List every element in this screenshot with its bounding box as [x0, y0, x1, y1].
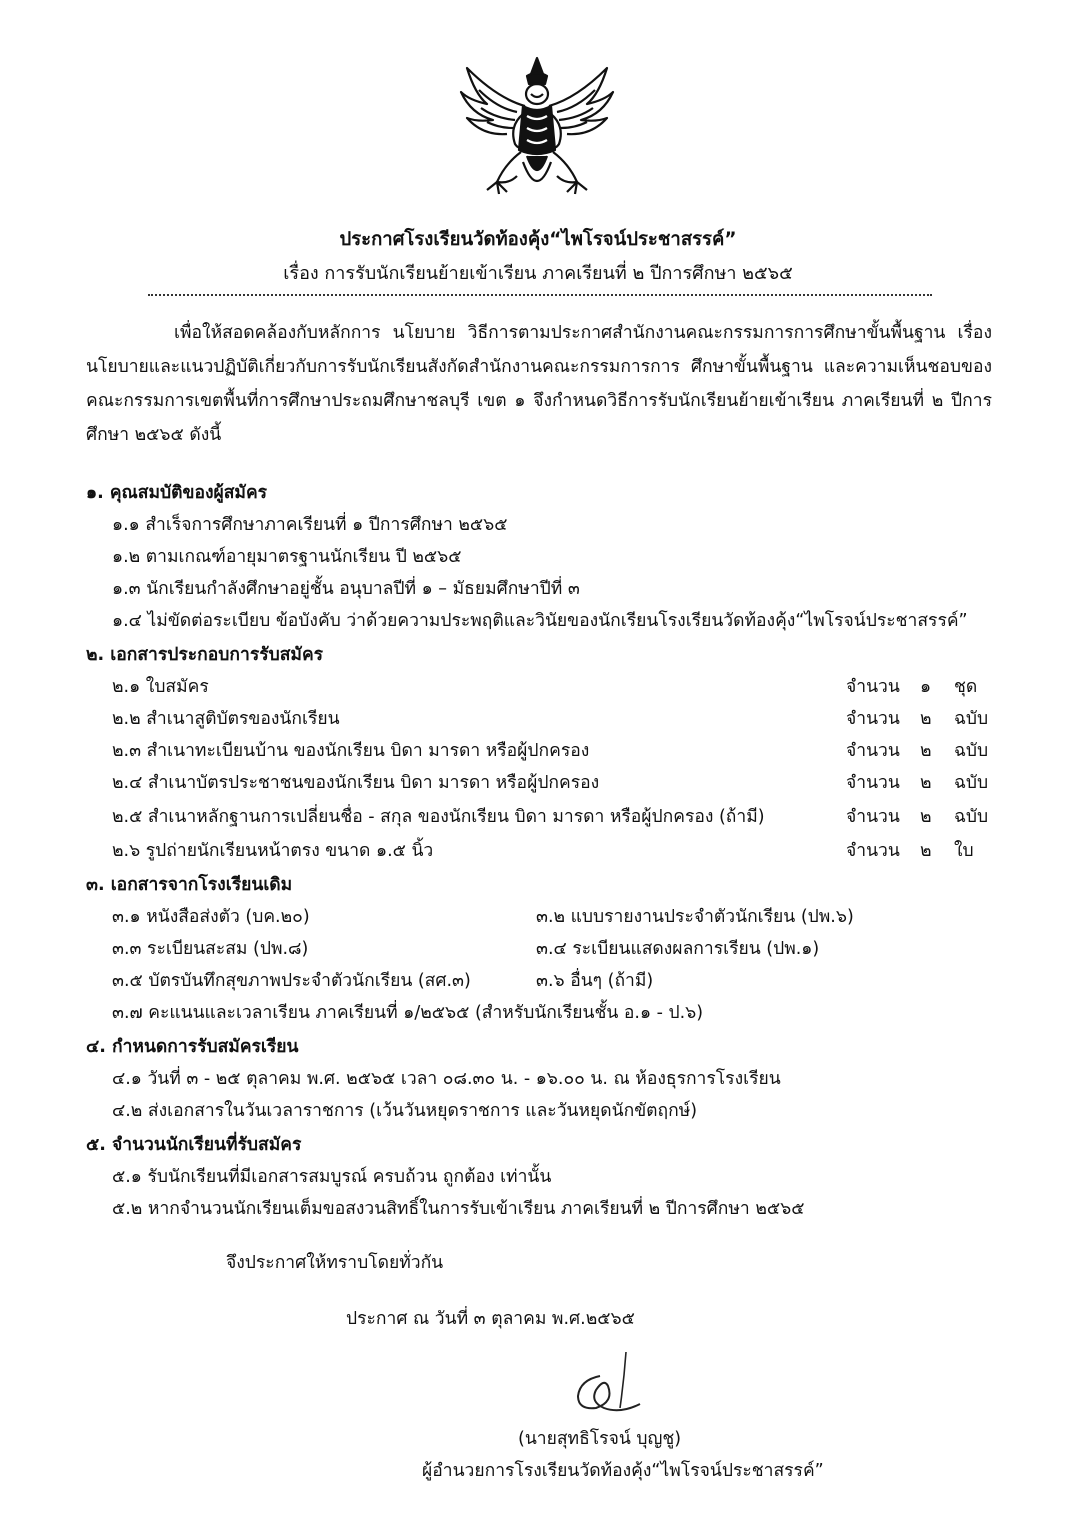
quantity-unit: ใบ — [954, 841, 974, 861]
section-3-item: ๓.๓ ระเบียนสะสม (ปพ.๘) — [112, 939, 309, 959]
quantity-label: จำนวน — [846, 807, 900, 827]
quantity-unit: ฉบับ — [954, 773, 989, 793]
section-3-item: ๓.๕ บัตรบันทึกสุขภาพประจำตัวนักเรียน (สศ.๓) — [112, 971, 471, 991]
section-1-item: ๑.๓ นักเรียนกำลังศึกษาอยู่ชั้น อนุบาลปีที่ ๑ – มัธยมศึกษาปีที่ ๓ — [112, 579, 580, 599]
quantity-label: จำนวน — [846, 709, 900, 729]
quantity-label: จำนวน — [846, 741, 900, 761]
quantity-label: จำนวน — [846, 773, 900, 793]
quantity-number: ๑ — [920, 677, 932, 697]
quantity-number: ๒ — [920, 741, 932, 761]
quantity-number: ๒ — [920, 773, 932, 793]
section-5-item: ๕.๒ หากจำนวนนักเรียนเต็มขอสงวนสิทธิ์ในการรับเข้าเรียน ภาคเรียนที่ ๒ ปีการศึกษา ๒๕๖๕ — [112, 1199, 805, 1219]
section-2-item: ๒.๔ สำเนาบัตรประชาชนของนักเรียน บิดา มารดา หรือผู้ปกครอง — [112, 773, 600, 793]
announcement-date: ประกาศ ณ วันที่ ๓ ตุลาคม พ.ศ.๒๕๖๕ — [346, 1309, 635, 1329]
section-3-item: ๓.๖ อื่นๆ (ถ้ามี) — [536, 971, 654, 991]
section-2-item: ๒.๕ สำเนาหลักฐานการเปลี่ยนชื่อ - สกุล ของนักเรียน บิดา มารดา หรือผู้ปกครอง (ถ้ามี) — [112, 807, 765, 827]
section-4-heading: ๔. กำหนดการรับสมัครเรียน — [86, 1037, 299, 1057]
section-1-item: ๑.๑ สำเร็จการศึกษาภาคเรียนที่ ๑ ปีการศึกษา ๒๕๖๕ — [112, 515, 508, 535]
section-1-heading: ๑. คุณสมบัติของผู้สมัคร — [86, 483, 268, 503]
intro-text: เพื่อให้สอดคล้องกับหลักการ นโยบาย วิธีการตามประกาศสำนักงานคณะกรรมการการศึกษาขั้นพื้นฐาน เรื่อง นโยบายและแนวปฏิบัติเกี่ยวกับการรับนักเรียนสังกัดสำนักงานคณะกรรมการการ ศึกษาขั้นพื้นฐาน และความเห็นชอบของคณะกรรมการเขตพื้นที่การศึกษาประถมศึกษาชลบุรี เขต ๑ จึงกำหนดวิธีการรับนักเรียนย้ายเข้าเรียน ภาคเรียนที่ ๒ ปีการศึกษา ๒๕๖๕ ดังนี้ — [86, 323, 992, 445]
section-3-heading: ๓. เอกสารจากโรงเรียนเดิม — [86, 875, 293, 895]
section-2-heading: ๒. เอกสารประกอบการรับสมัคร — [86, 645, 324, 665]
section-1-item: ๑.๔ ไม่ขัดต่อระเบียบ ข้อบังคับ ว่าด้วยความประพฤติและวินัยของนักเรียนโรงเรียนวัดท้องคุ้ง“ไพโรจน์ประชาสรรค์” — [112, 611, 968, 631]
section-2-item: ๒.๒ สำเนาสูติบัตรของนักเรียน — [112, 709, 340, 729]
quantity-label: จำนวน — [846, 677, 900, 697]
quantity-unit: ฉบับ — [954, 741, 989, 761]
quantity-unit: ฉบับ — [954, 709, 989, 729]
section-2-item: ๒.๑ ใบสมัคร — [112, 677, 209, 697]
section-2-item: ๒.๓ สำเนาทะเบียนบ้าน ของนักเรียน บิดา มารดา หรือผู้ปกครอง — [112, 741, 590, 761]
document-subject: เรื่อง การรับนักเรียนย้ายเข้าเรียน ภาคเรียนที่ ๒ ปีการศึกษา ๒๕๖๕ — [283, 263, 793, 284]
quantity-number: ๒ — [920, 841, 932, 861]
section-2-item: ๒.๖ รูปถ่ายนักเรียนหน้าตรง ขนาด ๑.๕ นิ้ว — [112, 841, 434, 861]
dotted-divider — [148, 294, 932, 296]
signature-icon — [560, 1350, 670, 1420]
quantity-number: ๒ — [920, 807, 932, 827]
section-4-item: ๔.๒ ส่งเอกสารในวันเวลาราชการ (เว้นวันหยุดราชการ และวันหยุดนักขัตฤกษ์) — [112, 1101, 698, 1121]
section-3-item: ๓.๔ ระเบียนแสดงผลการเรียน (ปพ.๑) — [536, 939, 820, 959]
signer-name: (นายสุทธิโรจน์ บุญชู) — [518, 1429, 682, 1449]
quantity-number: ๒ — [920, 709, 932, 729]
section-5-heading: ๕. จำนวนนักเรียนที่รับสมัคร — [86, 1135, 302, 1155]
quantity-unit: ชุด — [954, 677, 978, 697]
closing-statement: จึงประกาศให้ทราบโดยทั่วกัน — [226, 1253, 444, 1273]
quantity-label: จำนวน — [846, 841, 900, 861]
section-4-item: ๔.๑ วันที่ ๓ - ๒๕ ตุลาคม พ.ศ. ๒๕๖๕ เวลา ๐๘.๓๐ น. - ๑๖.๐๐ น. ณ ห้องธุรการโรงเรียน — [112, 1069, 781, 1089]
document-title: ประกาศโรงเรียนวัดท้องคุ้ง“ไพโรจน์ประชาสรรค์” — [339, 229, 737, 250]
header — [0, 226, 1076, 290]
section-3-item: ๓.๑ หนังสือส่งตัว (บค.๒๐) — [112, 907, 310, 927]
quantity-unit: ฉบับ — [954, 807, 989, 827]
section-3-item: ๓.๗ คะแนนและเวลาเรียน ภาคเรียนที่ ๑/๒๕๖๕ (สำหรับนักเรียนชั้น อ.๑ - ป.๖) — [112, 1003, 704, 1023]
intro-paragraph — [86, 316, 992, 452]
section-5-item: ๕.๑ รับนักเรียนที่มีเอกสารสมบูรณ์ ครบถ้วน ถูกต้อง เท่านั้น — [112, 1167, 552, 1187]
section-1-item: ๑.๒ ตามเกณฑ์อายุมาตรฐานนักเรียน ปี ๒๕๖๕ — [112, 547, 462, 567]
garuda-emblem-icon — [457, 54, 617, 204]
signer-position: ผู้อำนวยการโรงเรียนวัดท้องคุ้ง“ไพโรจน์ประชาสรรค์” — [422, 1461, 824, 1481]
section-3-item: ๓.๒ แบบรายงานประจำตัวนักเรียน (ปพ.๖) — [536, 907, 854, 927]
